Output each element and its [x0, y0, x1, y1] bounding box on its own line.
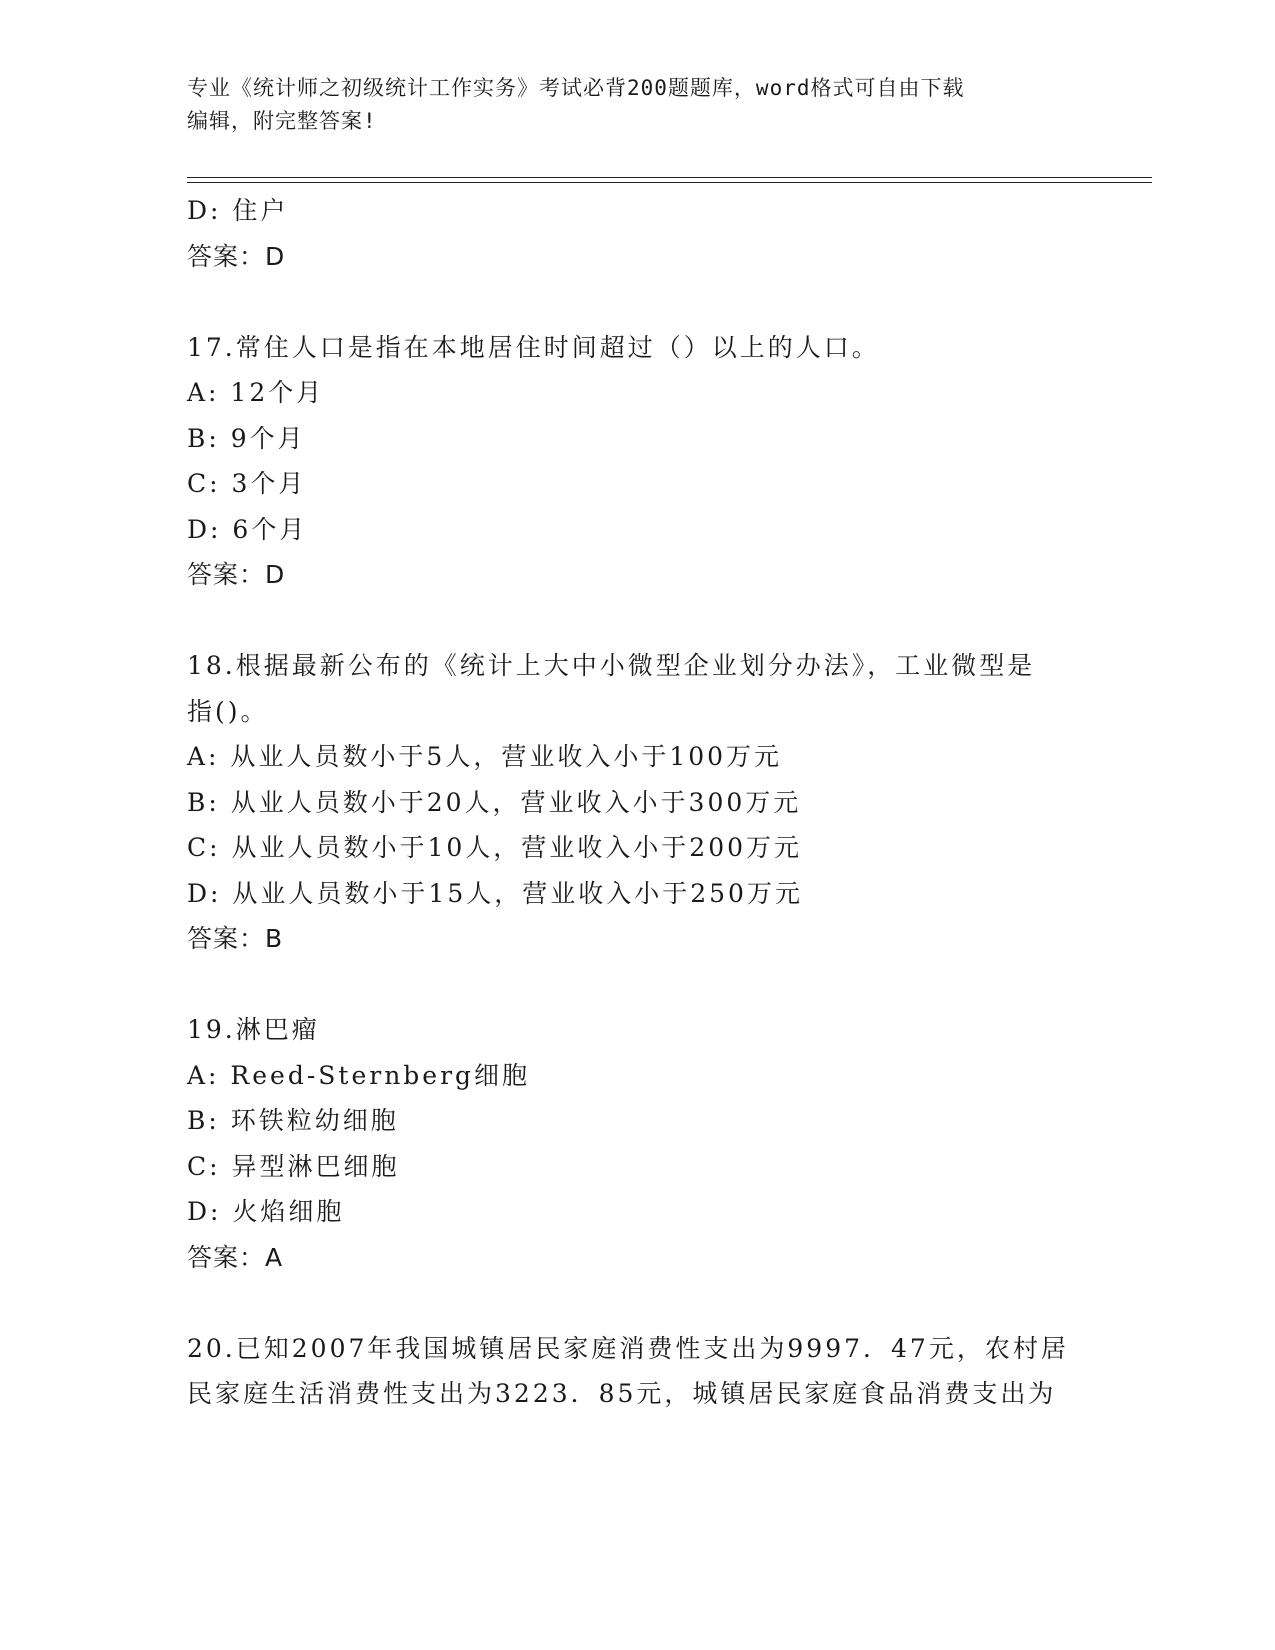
header-line-1: 专业《统计师之初级统计工作实务》考试必背200题题库，word格式可自由下载 — [187, 76, 965, 100]
option-a: A: 12个月 — [187, 378, 325, 407]
question-stem-line-1: 20.已知2007年我国城镇居民家庭消费性支出为9997．47元，农村居 — [187, 1333, 1069, 1363]
answer-line: 答案：D — [187, 560, 286, 589]
option-d: D: 从业人员数小于15人，营业收入小于250万元 — [187, 878, 803, 908]
option-c: C: 3个月 — [187, 469, 307, 498]
option-a: A: Reed-Sternberg细胞 — [187, 1060, 531, 1090]
spacer — [187, 962, 1087, 1008]
question-stem-line-2: 指()。 — [187, 696, 269, 726]
option-d: D: 住户 — [187, 196, 289, 225]
option-c: C: 异型淋巴细胞 — [187, 1151, 400, 1181]
question-20 — [187, 1326, 1087, 1417]
option-b: B: 环铁粒幼细胞 — [187, 1106, 399, 1135]
answer-line: 答案：A — [187, 1242, 284, 1272]
page-header — [187, 72, 1067, 138]
header-line-2: 编辑，附完整答案! — [187, 109, 377, 133]
option-b: B: 从业人员数小于20人，营业收入小于300万元 — [187, 787, 802, 817]
previous-question-tail — [187, 188, 1087, 279]
option-d: D: 6个月 — [187, 514, 308, 544]
header-divider-top — [187, 177, 1152, 178]
document-body — [187, 188, 1087, 1417]
answer-line: 答案：B — [187, 924, 284, 953]
option-c: C: 从业人员数小于10人，营业收入小于200万元 — [187, 833, 803, 862]
spacer — [187, 598, 1087, 644]
spacer — [187, 1280, 1087, 1326]
question-17 — [187, 325, 1087, 598]
question-stem: 17.常住人口是指在本地居住时间超过（）以上的人口。 — [187, 332, 880, 362]
question-stem-line-1: 18.根据最新公布的《统计上大中小微型企业划分办法》，工业微型是 — [187, 651, 1036, 680]
option-b: B: 9个月 — [187, 423, 306, 453]
answer-line: 答案：D — [187, 241, 286, 271]
question-stem: 19.淋巴瘤 — [187, 1015, 320, 1044]
option-a: A: 从业人员数小于5人，营业收入小于100万元 — [187, 742, 783, 771]
spacer — [187, 279, 1087, 325]
option-d: D: 火焰细胞 — [187, 1197, 345, 1226]
header-divider-bottom — [187, 182, 1152, 183]
question-stem-line-2: 民家庭生活消费性支出为3223．85元，城镇居民家庭食品消费支出为 — [187, 1379, 1057, 1408]
question-18 — [187, 643, 1087, 962]
question-19 — [187, 1007, 1087, 1280]
